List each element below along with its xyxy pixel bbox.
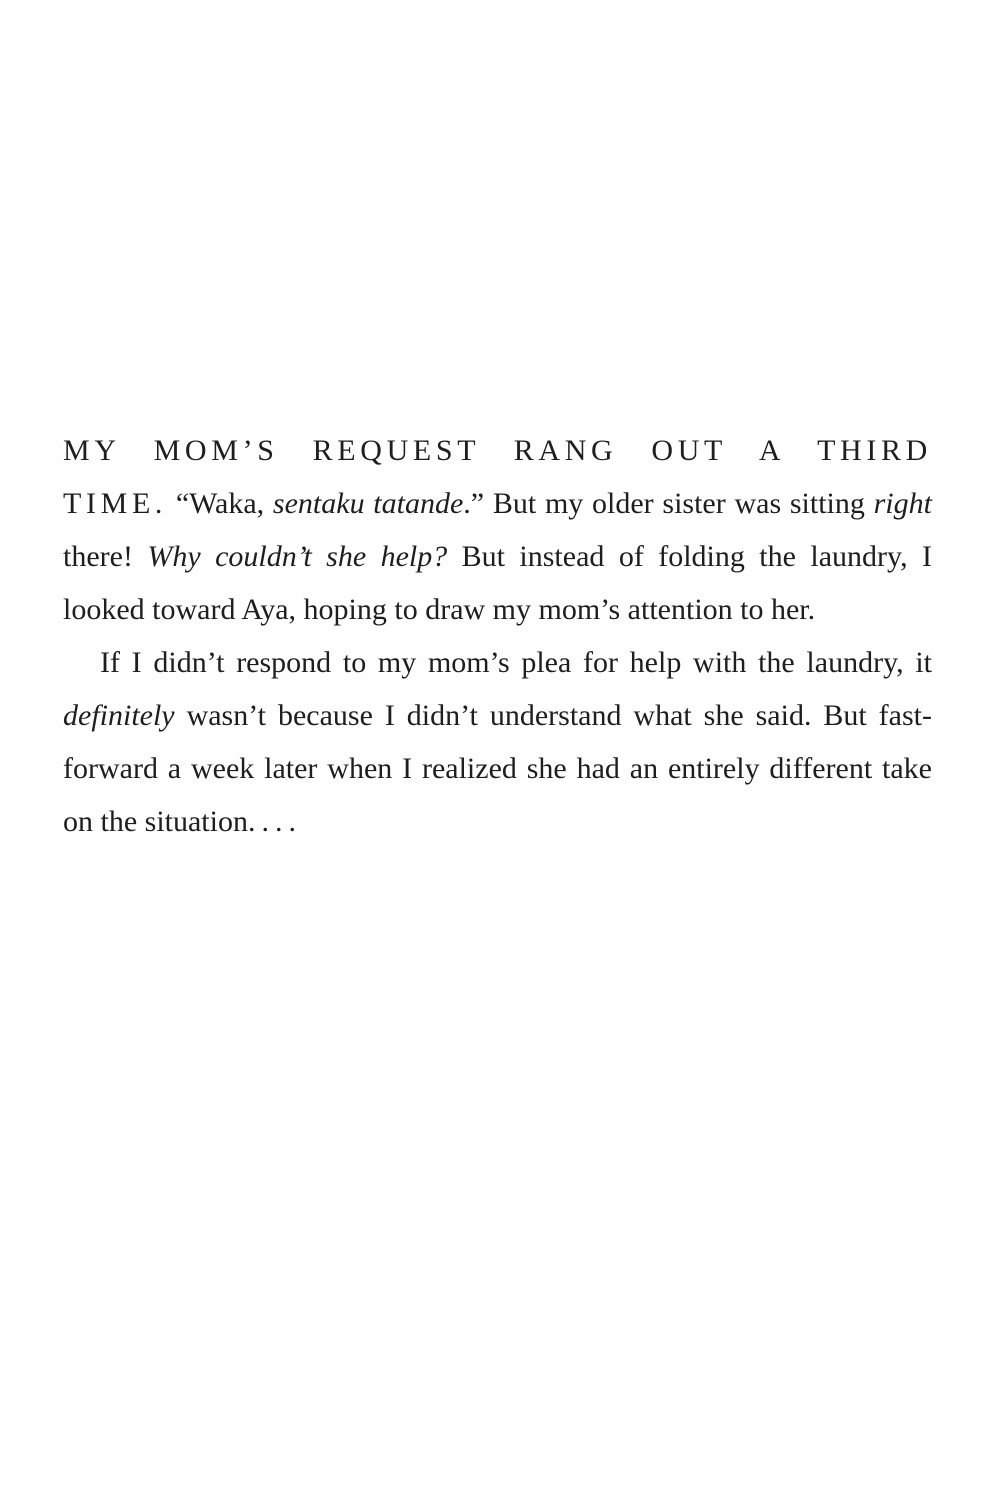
body-text: there! — [63, 540, 148, 573]
italic-text: definitely — [63, 699, 175, 732]
body-text: If I didn’t respond to my mom’s plea for help with the laundry, it — [100, 646, 932, 679]
body-text: wasn’t because I didn’t understand what she said. But fast-forward a week later when I realized she had an entirely different take on the situation. . . . — [63, 699, 932, 838]
italic-text: Why couldn’t she help? — [147, 540, 448, 573]
body-text: “Waka, — [167, 487, 273, 520]
body-text: .” But my older sister was sitting — [463, 487, 874, 520]
paragraph — [63, 424, 932, 636]
lead-caps-text: MY MOM’S REQUEST RANG OUT A THIRD TIME. — [63, 434, 932, 520]
italic-text: sentaku tatande — [272, 487, 464, 520]
page-text-block — [63, 424, 932, 848]
italic-text: right — [873, 487, 932, 520]
paragraph — [63, 636, 932, 848]
body-text: But instead of folding the laundry, I looked toward Aya, hoping to draw my mom’s attention to her. — [63, 540, 932, 626]
